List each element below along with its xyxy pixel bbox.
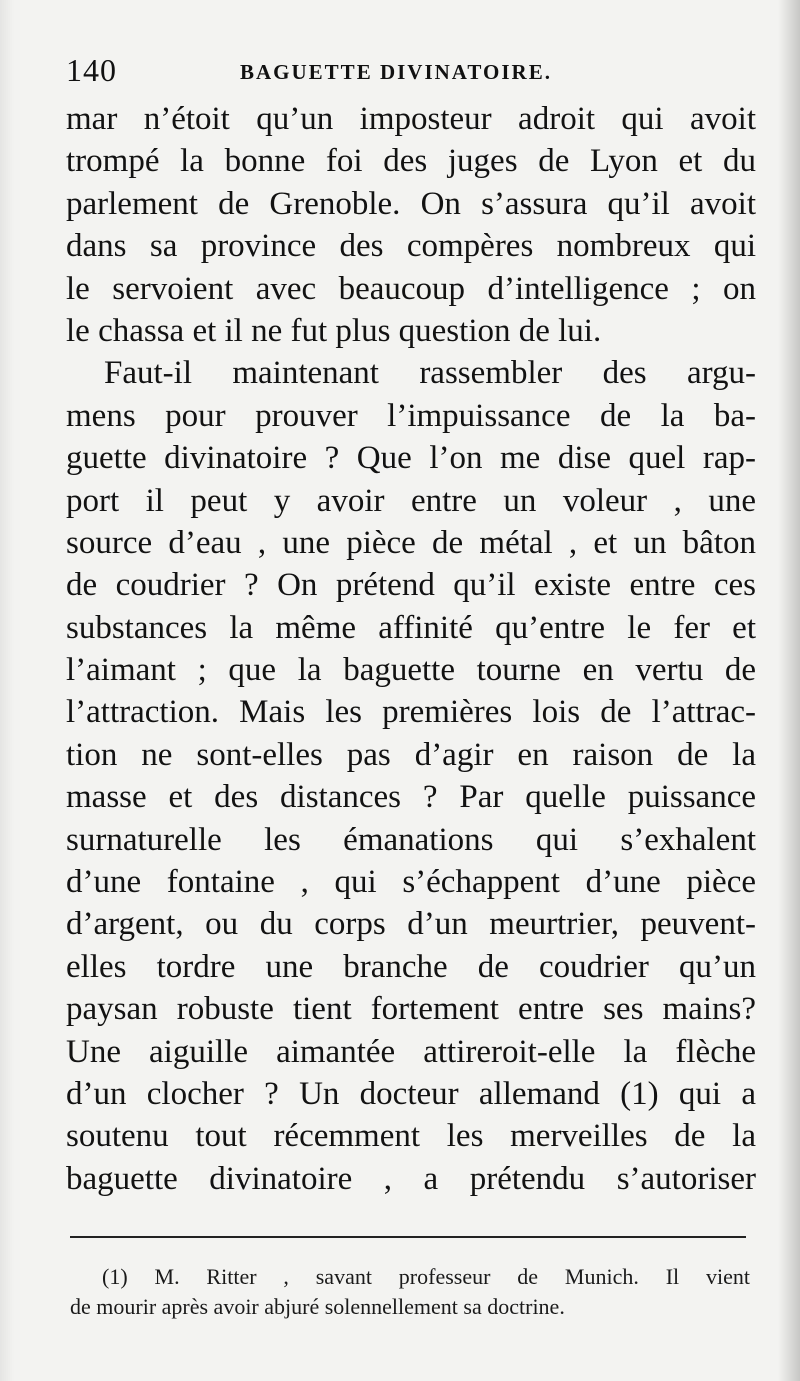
text-line: guette divinatoire ? Que l’on me dise quel rap- xyxy=(66,440,756,477)
footnote xyxy=(70,1262,750,1322)
text-line: Faut-il maintenant rassembler des argu- xyxy=(104,355,756,392)
text-line: elles tordre une branche de coudrier qu’un xyxy=(66,948,756,985)
text-line: paysan robuste tient fortement entre ses mains? xyxy=(66,991,756,1028)
text-line: de coudrier ? On prétend qu’il existe entre ces xyxy=(66,567,756,604)
text-line: mar n’étoit qu’un imposteur adroit qui avoit xyxy=(66,101,756,137)
text-line: masse et des distances ? Par quelle puissance xyxy=(66,779,756,816)
text-line: tion ne sont-elles pas d’agir en raison de la xyxy=(66,736,756,773)
text-line: trompé la bonne foi des juges de Lyon et du xyxy=(66,143,756,180)
text-line: le servoient avec beaucoup d’intelligence ; on xyxy=(66,270,756,307)
text-line: l’aimant ; que la baguette tourne en vertu de xyxy=(66,652,756,689)
text-line: port il peut y avoir entre un voleur , une xyxy=(66,482,756,519)
text-line: baguette divinatoire , a prétendu s’autoriser xyxy=(66,1160,756,1197)
text-line: d’argent, ou du corps d’un meurtrier, peuvent- xyxy=(66,906,756,943)
footnote-divider xyxy=(70,1236,746,1238)
text-line: soutenu tout récemment les merveilles de la xyxy=(66,1118,756,1155)
page-number: 140 xyxy=(66,52,117,88)
main-text xyxy=(66,98,756,1200)
text-line: dans sa province des compères nombreux qui xyxy=(66,228,756,265)
running-title: BAGUETTE DIVINATOIRE. xyxy=(240,60,552,84)
footnote-line: de mourir après avoir abjuré solennellement sa doctrine. xyxy=(70,1294,565,1319)
text-line: d’une fontaine , qui s’échappent d’une pièce xyxy=(66,864,756,901)
text-line: source d’eau , une pièce de métal , et un bâton xyxy=(66,524,756,561)
page-gutter-shadow xyxy=(0,0,14,1381)
text-line: l’attraction. Mais les premières lois de l’attrac- xyxy=(66,694,756,731)
text-line: le chassa et il ne fut plus question de lui. xyxy=(66,312,602,349)
page-edge-shadow xyxy=(778,0,800,1381)
text-line: d’un clocher ? Un docteur allemand (1) qui a xyxy=(66,1075,756,1112)
text-line: substances la même affinité qu’entre le fer et xyxy=(66,609,756,646)
text-line: surnaturelle les émanations qui s’exhalent xyxy=(66,821,756,858)
text-line: Une aiguille aimantée attireroit-elle la flèche xyxy=(66,1033,756,1070)
text-line: mens pour prouver l’impuissance de la ba- xyxy=(66,397,756,434)
footnote-line: (1) M. Ritter , savant professeur de Munich. Il vient xyxy=(102,1264,750,1289)
page-header xyxy=(66,52,766,92)
text-line: parlement de Grenoble. On s’assura qu’il avoit xyxy=(66,185,756,222)
